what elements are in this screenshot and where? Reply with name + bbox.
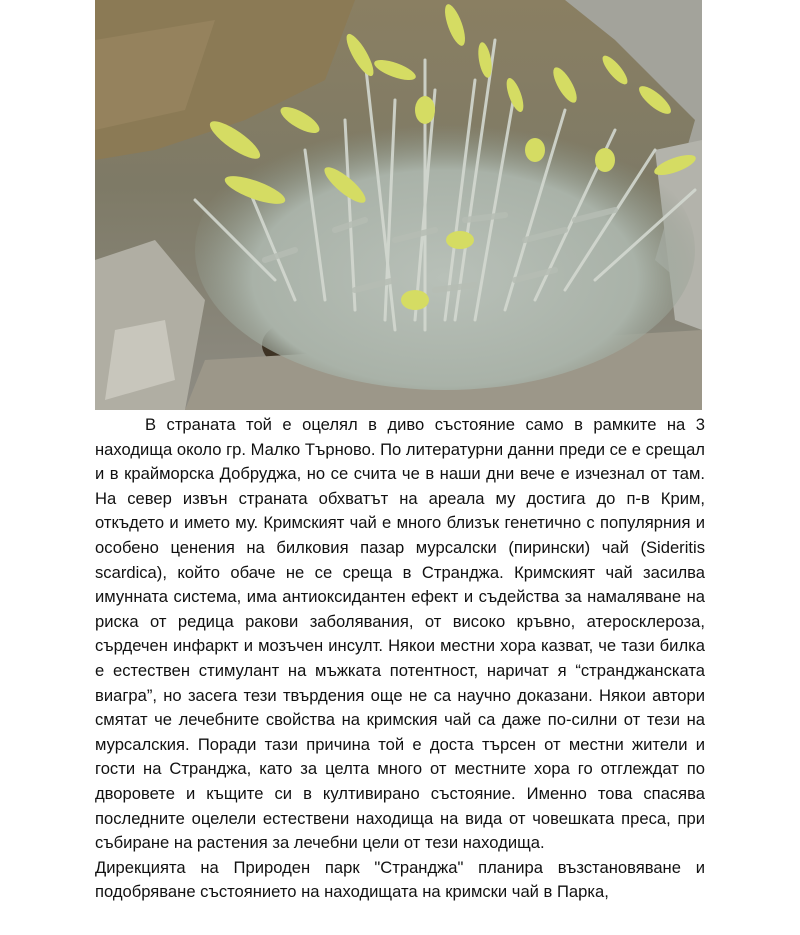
plant-photo: [95, 0, 702, 410]
paragraph-park-directorate: Дирекцията на Природен парк "Странджа" планира възстановяване и подобряване състоянието на находищата на кримски чай в Парка,: [95, 857, 705, 902]
paragraph-crimean-tea-description: В страната той е оцелял в диво състояние само в рамките на 3 находища около гр. Малко Търново. По литературни данни преди се е срещал и в крайморска Добруджа, но се счита че в наши дни вече е изчезнал от там. На север извън страната обхватът на ареала му достига до п-в Крим, откъдето и името му. Кримският чай е много близък генетично с популярния и особено ценения на билковия пазар мурсалски (пирински) чай (Sideritis scardica), който обаче не се среща в Странджа. Кримският чай засилва имунната система, има антиоксидантен ефект и съдейства за намаляване на риска от редица ракови заболявания, от високо кръвно, атеросклероза, сърдечен инфаркт и мозъчен инсулт. Някои местни хора казват, че тази билка е естествен стимулант на мъжката потентност, наричат я “странджанската виагра”, но засега тези твърдения още не са научно доказани. Някои автори смятат че лечебните свойства на кримския чай са даже по-силни от тези на мурсалския. Поради тази причина той е доста търсен от местни жители и гости на Странджа, като за целта много от местните хора го отглеждат по дворовете и къщите си в култивирано състояние. Именно това спасява последните оцелели естествени находища на вида от човешката преса, при събиране на растения за лечебни цели от тези находища.: [95, 415, 705, 853]
crimean-tea-plant-photo-icon: [95, 0, 702, 410]
article-text: [95, 413, 705, 905]
